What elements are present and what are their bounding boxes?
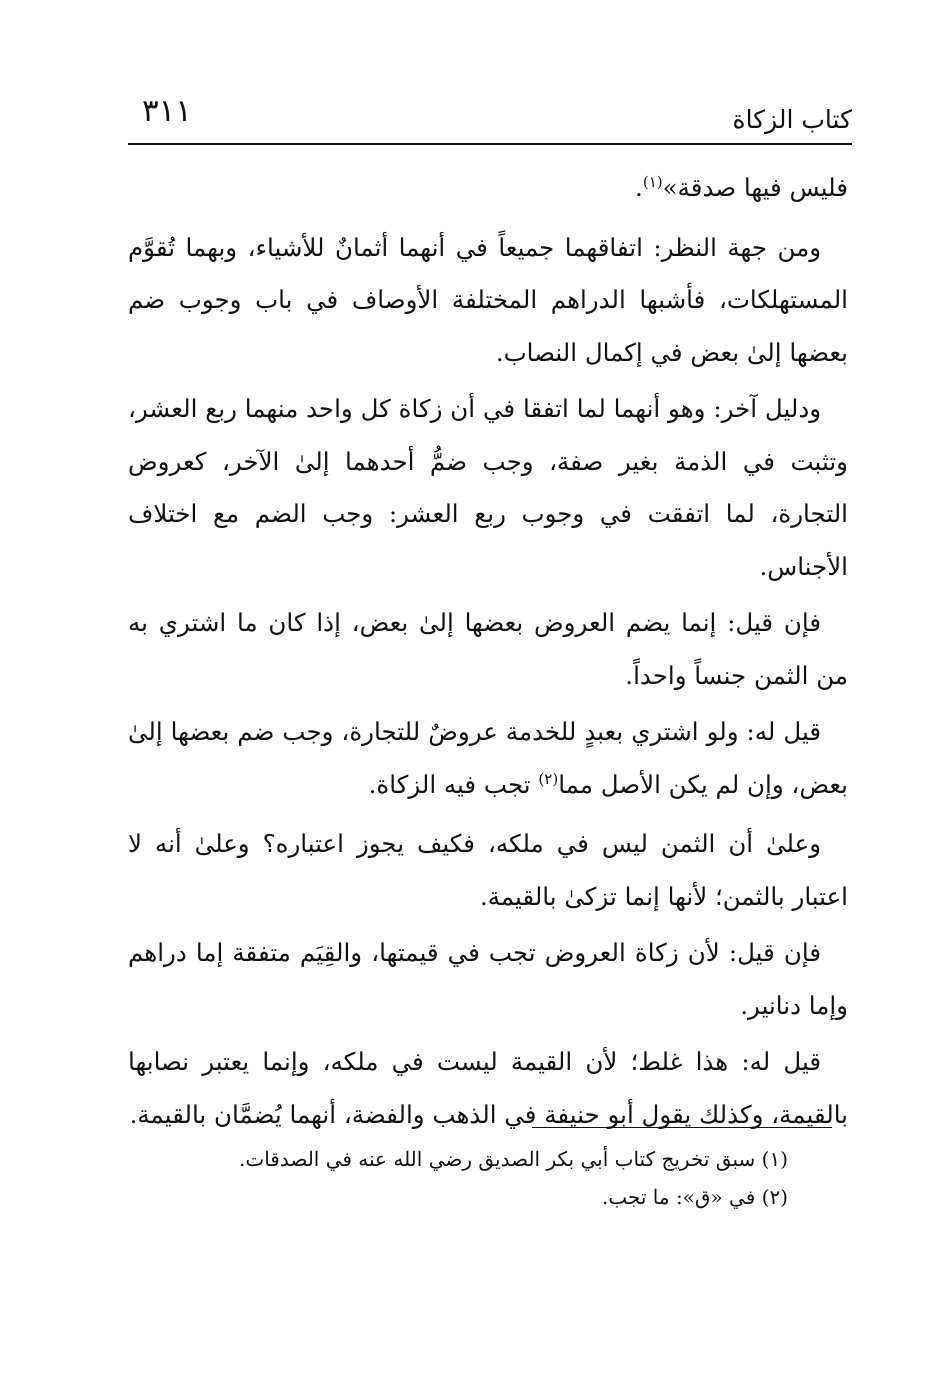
- chapter-title: كتاب الزكاة: [732, 105, 852, 134]
- header-rule: [128, 143, 852, 145]
- running-header: [128, 92, 852, 142]
- paragraph: ودليل آخر: وهو أنهما لما اتفقا في أن زكاة كل واحد منهما ربع العشر، وتثبت في الذمة بغير صفة، وجب ضمُّ أحدهما إلىٰ الآخر، كعروض التجارة، لما اتفقت في وجوب ربع العشر: وجب الضم مع اختلاف الأجناس.: [128, 394, 848, 581]
- footnote: (١) سبق تخريج كتاب أبي بكر الصديق رضي الله عنه في الصدقات.: [239, 1147, 788, 1171]
- footnotes: [128, 1140, 788, 1216]
- paragraph-text: فليس فيها صدقة»: [662, 173, 848, 202]
- footnote-reference: (١): [642, 173, 663, 191]
- paragraph: فإن قيل: لأن زكاة العروض تجب في قيمتها، والقِيَم متفقة إما دراهم وإما دنانير.: [128, 938, 848, 1020]
- paragraph: [128, 706, 848, 814]
- paragraph: فإن قيل: إنما يضم العروض بعضها إلىٰ بعض، إذا كان ما اشتري به من الثمن جنساً واحداً.: [128, 608, 848, 690]
- paragraph: وعلىٰ أن الثمن ليس في ملكه، فكيف يجوز اعتباره؟ وعلىٰ أنه لا اعتبار بالثمن؛ لأنها إنما تزكىٰ بالقيمة.: [128, 829, 848, 911]
- paragraph: قيل له: هذا غلط؛ لأن القيمة ليست في ملكه، وإنما يعتبر نصابها بالقيمة، وكذلك يقول أبو حنيفة في الذهب والفضة، أنهما يُضمَّان بالقيمة.: [128, 1047, 848, 1129]
- page-number: ٣١١: [142, 93, 192, 129]
- paragraph-text: قيل له: ولو اشتري بعبدٍ للخدمة عروضٌ للتجارة، وجب ضم بعضها إلىٰ بعض، وإن لم يكن الأصل مما: [128, 717, 848, 799]
- paragraph-tail: تجب فيه الزكاة.: [368, 769, 539, 799]
- footnote-reference: (٢): [538, 769, 559, 788]
- paragraph: ومن جهة النظر: اتفاقهما جميعاً في أنهما أثمانٌ للأشياء، وبهما تُقوَّم المستهلكات، فأشبها الدراهم المختلفة الأوصاف في باب وجوب ضم بعضها إلىٰ بعض في إكمال النصاب.: [128, 232, 848, 367]
- paragraph: [128, 162, 848, 218]
- paragraph-tail: .: [635, 173, 643, 202]
- footnote: (٢) في «ق»: ما تجب.: [601, 1185, 788, 1209]
- body-text: [128, 162, 848, 1141]
- footnote-separator: [532, 1127, 832, 1128]
